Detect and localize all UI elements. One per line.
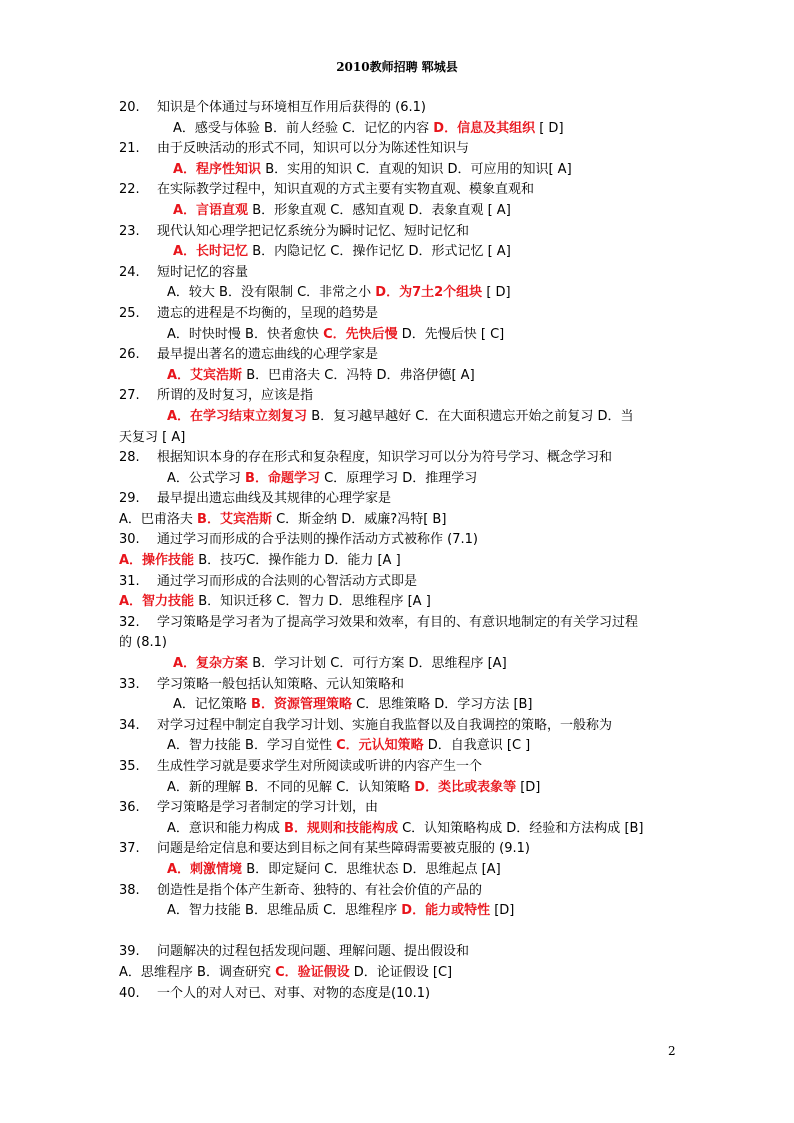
page-header: 2010教师招聘 郓城县 [336,60,458,74]
question-number: 36. [119,800,140,816]
question-number: 21. [119,141,140,157]
question-line [119,881,679,902]
question-text: 由于反映活动的形式不同，知识可以分为陈述性知识与 [157,141,470,157]
question-number: 24. [119,264,140,280]
option-text: B．巴甫洛夫 C．冯特 D．弗洛伊德[ A] [242,367,475,383]
option-text: B．学习计划 C．可行方案 D．思维程序 [A] [248,656,507,672]
options-line [119,160,679,181]
options-line [119,819,679,840]
question-text: 学习策略是学习者制定的学习计划，由 [157,800,379,816]
question-text: 遗忘的进程是不均衡的，呈现的趋势是 [157,305,379,321]
question-line [119,180,679,201]
options-line [119,469,679,490]
option-text: A．记忆策略 [173,697,252,713]
question-text: 通过学习而形成的合法则的心智活动方式即是 [157,573,418,589]
correct-answer: B．资源管理策略 [251,697,352,713]
question-text: 最早提出遗忘曲线及其规律的心理学家是 [157,491,392,507]
question-line [119,448,679,469]
option-text: A．思维程序 B．调查研究 [119,964,276,980]
options-line [119,633,679,654]
question-line [119,386,679,407]
question-text: 生成性学习就是要求学生对所阅读或听讲的内容产生一个 [157,759,483,774]
question-line [119,345,679,366]
question-text: 所谓的及时复习，应该是指 [157,388,314,404]
correct-answer: C．先快后慢 [323,326,398,342]
question-number: 26. [119,347,140,363]
question-line [119,139,679,160]
question-line [119,757,679,778]
options-line [119,283,679,304]
question-number: 30. [119,532,140,548]
correct-answer: A．刺激情境 [167,861,243,877]
question-number: 37. [119,841,140,857]
option-text: A．感受与体验 B．前人经验 C．记忆的内容 [173,120,434,136]
question-text: 学习策略是学习者为了提高学习效果和效率，有目的、有意识地制定的有关学习过程 [157,614,639,630]
option-text: A．公式学习 [167,470,246,486]
option-text: [D] [516,779,541,795]
question-list [119,98,679,1004]
question-text: 在实际教学过程中，知识直观的方式主要有实物直观、模象直观和 [157,182,535,198]
options-line [119,592,679,613]
question-number: 38. [119,882,140,898]
question-line [119,798,679,819]
question-line [119,489,679,510]
question-text: 最早提出著名的遗忘曲线的心理学家是 [157,347,379,363]
question-line [119,716,679,737]
option-text: A．智力技能 B．思维品质 C．思维程序 [167,903,402,919]
options-line [119,119,679,140]
question-text: 创造性是指个体产生新奇、独特的、有社会价值的产品的 [157,882,483,898]
question-line [119,222,679,243]
option-text: D．论证假设 [C] [349,964,453,980]
question-number: 31. [119,573,140,589]
question-text: 问题是给定信息和要达到目标之间有某些障碍需要被克服的 (9.1) [157,841,530,857]
correct-answer: A．艾宾浩斯 [167,367,243,383]
question-line [119,942,679,963]
correct-answer: B．艾宾浩斯 [197,511,272,527]
option-text: B．技巧C．操作能力 D．能力 [A ] [194,553,401,569]
question-number: 27. [119,388,140,404]
correct-answer: D．信息及其组织 [433,120,536,136]
options-line [119,695,679,716]
options-line [119,901,679,922]
blank-line [119,922,679,943]
question-number: 29. [119,491,140,507]
options-line [119,510,679,531]
option-text: 的 (8.1) [119,635,167,651]
option-text: B．内隐记忆 C．操作记忆 D．形式记忆 [ A] [248,244,511,260]
question-text: 对学习过程中制定自我学习计划、实施自我监督以及自我调控的策略，一般称为 [157,717,613,733]
correct-answer: A．复杂方案 [173,656,249,672]
question-number: 32. [119,614,140,630]
question-text: 根据知识本身的存在形式和复杂程度，知识学习可以分为符号学习、概念学习和 [157,450,613,466]
options-line [119,778,679,799]
question-number: 23. [119,223,140,239]
option-text: B．实用的知识 C．直观的知识 D．可应用的知识[ A] [261,161,572,177]
question-text: 现代认知心理学把记忆系统分为瞬时记忆、短时记忆和 [157,223,470,239]
question-line [119,263,679,284]
question-text: 学习策略一般包括认知策略、元认知策略和 [157,676,405,692]
question-number: 40. [119,985,140,1001]
option-text: C．认知策略构成 D．经验和方法构成 [B] [397,820,644,836]
correct-answer: B．命题学习 [245,470,320,486]
question-line [119,304,679,325]
option-text: C．思维策略 D．学习方法 [B] [351,697,533,713]
correct-answer: A．在学习结束立刻复习 [167,408,308,424]
question-number: 33. [119,676,140,692]
question-line [119,984,679,1005]
option-text: A．时快时慢 B．快者愈快 [167,326,324,342]
options-line [119,242,679,263]
question-number: 22. [119,182,140,198]
option-text: [ D] [482,285,511,301]
question-number: 20. [119,100,140,115]
option-text: C．原理学习 D．推理学习 [319,470,478,486]
question-line [119,572,679,593]
options-line [119,325,679,346]
question-text: 知识是个体通过与环境相互作用后获得的 (6.1) [157,100,426,115]
options-line [119,407,679,428]
question-number: 35. [119,759,140,774]
options-line [119,366,679,387]
correct-answer: C．验证假设 [275,964,350,980]
option-text: D．自我意识 [C ] [423,738,531,754]
correct-answer: C．元认知策略 [336,738,424,754]
question-number: 25. [119,305,140,321]
correct-answer: A．言语直观 [173,202,249,218]
options-line [119,654,679,675]
option-text: B．即定疑问 C．思维状态 D．思维起点 [A] [242,861,501,877]
option-text: A．意识和能力构成 [167,820,285,836]
option-text: A．智力技能 B．学习自觉性 [167,738,337,754]
option-text: [D] [490,903,515,919]
correct-answer: A．程序性知识 [173,161,262,177]
option-text: A．巴甫洛夫 [119,511,198,527]
option-text: A．新的理解 B．不同的见解 C．认知策略 [167,779,415,795]
option-text: 天复习 [ A] [119,429,186,445]
correct-answer: A．智力技能 [119,594,195,610]
option-text: A．较大 B．没有限制 C．非常之小 [167,285,376,301]
question-text: 短时记忆的容量 [157,264,249,280]
correct-answer: A．长时记忆 [173,244,249,260]
question-text: 一个人的对人对已、对事、对物的态度是(10.1) [157,985,431,1001]
options-line [119,428,679,449]
option-text: D．先慢后快 [ C] [397,326,505,342]
question-line [119,530,679,551]
question-number: 39. [119,944,140,960]
correct-answer: D．能力或特性 [401,903,491,919]
options-line [119,551,679,572]
correct-answer: B．规则和技能构成 [284,820,398,836]
correct-answer: D．为7土2个组块 [375,285,483,301]
options-line [119,963,679,984]
question-text: 通过学习而形成的合乎法则的操作活动方式被称作 (7.1) [157,532,478,548]
question-line [119,839,679,860]
options-line [119,736,679,757]
question-number: 28. [119,450,140,466]
question-number: 34. [119,717,140,733]
option-text: B．知识迁移 C．智力 D．思维程序 [A ] [194,594,431,610]
option-text: B．形象直观 C．感知直观 D．表象直观 [ A] [248,202,511,218]
correct-answer: D．类比或表象等 [414,779,517,795]
option-text: [ D] [535,120,564,136]
question-text: 问题解决的过程包括发现问题、理解问题、提出假设和 [157,944,470,960]
page-number: 2 [668,1044,676,1058]
question-line [119,675,679,696]
question-line [119,613,679,634]
correct-answer: A．操作技能 [119,553,195,569]
question-line [119,98,679,119]
options-line [119,201,679,222]
options-line [119,860,679,881]
option-text: C．斯金纳 D．威廉?冯特[ B] [271,511,447,527]
option-text: B．复习越早越好 C．在大面积遗忘开始之前复习 D．当 [307,408,634,424]
